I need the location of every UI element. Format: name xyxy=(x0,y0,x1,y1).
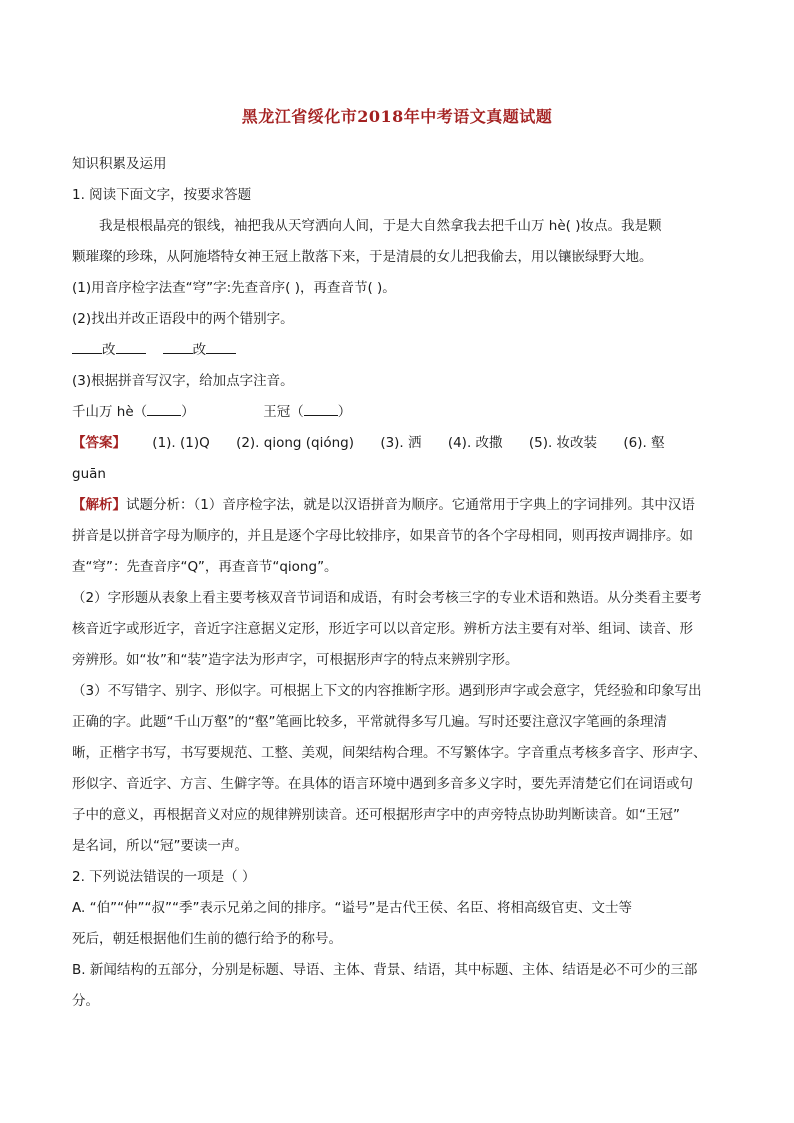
analysis-line: 正确的字。此题“千山万壑”的“壑”笔画比较多，平常就得多写几遍。写时还要注意汉字笔画的条理清 xyxy=(72,714,667,730)
analysis-line: 子中的意义，再根据音义对应的规律辨别读音。还可根据形声字中的声旁特点协助判断读音。如“王冠” xyxy=(72,807,680,823)
answer-item: (3). 洒 xyxy=(380,435,422,451)
analysis-line: 拼音是以拼音字母为顺序的，并且是逐个字母比较排序，如果音节的各个字母相同，则再按声调排序。如 xyxy=(72,528,693,544)
question-1-passage-line-2: 颗璀璨的珍珠，从阿施塔特女神王冠上散落下来，于是清晨的女儿把我偷去，用以镶嵌绿野大地。 xyxy=(72,249,653,265)
analysis-line: 旁辨形。如“妆”和“装”造字法为形声字，可根据形声字的特点来辨别字形。 xyxy=(72,652,519,668)
gai-label: 改 xyxy=(102,342,116,358)
gai-label: 改 xyxy=(192,342,207,358)
analysis-line: 核音近字或形近字，音近字注意据义定形，形近字可以以音定形。辨析方法主要有对举、组词、读音、形 xyxy=(72,621,693,637)
answer-blank[interactable] xyxy=(147,401,181,416)
answer-item: (6). 壑 xyxy=(623,435,665,451)
question-2-option-a-cont: 死后，朝廷根据他们生前的德行给予的称号。 xyxy=(72,931,342,947)
answer-item: (4). 改撒 xyxy=(447,435,503,451)
question-1-sub-3-blanks xyxy=(72,397,722,428)
answer-item: (2). qiong (qióng) xyxy=(236,435,355,451)
answer-blank[interactable] xyxy=(206,339,236,354)
answer-label: 【答案】 xyxy=(72,435,126,451)
answer-blank[interactable] xyxy=(163,339,193,354)
answer-blank[interactable] xyxy=(72,339,102,354)
analysis-text: 试题分析：（1）音序检字法，就是以汉语拼音为顺序。它通常用于字典上的字词排列。其中汉语 xyxy=(126,497,695,513)
question-1-stem: 1. 阅读下面文字，按要求答题 xyxy=(72,187,252,203)
sub-3-a-end: ） xyxy=(181,404,195,420)
question-1-sub-2: (2)找出并改正语段中的两个错别字。 xyxy=(72,311,294,327)
answer-blank[interactable] xyxy=(116,339,146,354)
answer-item: (1). (1)Q xyxy=(152,435,210,451)
analysis-line: （2）字形题从表象上看主要考核双音节词语和成语，有时会考核三字的专业术语和熟语。从分类看主要考 xyxy=(72,590,702,606)
analysis-line: 晰，正楷字书写，书写要规范、工整、美观，间架结构合理。不写繁体字。字音重点考核多音字、形声字、 xyxy=(72,745,707,761)
question-1-sub-3: (3)根据拼音写汉字，给加点字注音。 xyxy=(72,373,294,389)
answer-tail: guān xyxy=(72,466,106,482)
answer-row xyxy=(72,428,722,459)
question-1-sub-1: (1)用音序检字法查“穹”字:先查音序( )，再查音节( )。 xyxy=(72,280,396,296)
page-title: 黑龙江省绥化市2018年中考语文真题试题 xyxy=(241,107,553,126)
sub-3-a-label: 千山万 hè（ xyxy=(72,404,148,420)
analysis-line: 是名词，所以“冠”要读一声。 xyxy=(72,838,248,854)
question-1-passage-line-1: 我是根根晶亮的银线，袖把我从天穹洒向人间，于是大自然拿我去把千山万 hè( )妆点。我是颗 xyxy=(99,218,662,234)
analysis-line: 查“穹”：先查音序“Q”，再查音节“qiong”。 xyxy=(72,559,338,575)
question-2-option-b: B. 新闻结构的五部分，分别是标题、导语、主体、背景、结语，其中标题、主体、结语是必不可少的三部 xyxy=(72,962,698,978)
analysis-line: 形似字、音近字、方言、生僻字等。在具体的语言环境中遇到多音多义字时，要先弄清楚它们在词语或句 xyxy=(72,776,693,792)
question-2-option-a: A. “伯”“仲”“叔”“季”表示兄弟之间的排序。“谥号”是古代王侯、名臣、将相高级官吏、文士等 xyxy=(72,900,633,916)
analysis-label: 【解析】 xyxy=(72,497,126,513)
question-1-sub-2-blanks xyxy=(72,335,722,366)
sub-3-b-label: 王冠（ xyxy=(263,404,304,420)
answer-item: (5). 妆改装 xyxy=(528,435,598,451)
question-2-stem: 2. 下列说法错误的一项是（ ） xyxy=(72,869,256,885)
sub-3-b-end: ） xyxy=(337,404,352,420)
analysis-line: （3）不写错字、别字、形似字。可根据上下文的内容推断字形。遇到形声字或会意字，凭经验和印象写出 xyxy=(72,683,702,699)
analysis-line xyxy=(72,490,722,521)
section-heading: 知识积累及运用 xyxy=(72,156,167,172)
question-2-option-b-cont: 分。 xyxy=(72,993,99,1009)
answer-blank[interactable] xyxy=(304,401,338,416)
